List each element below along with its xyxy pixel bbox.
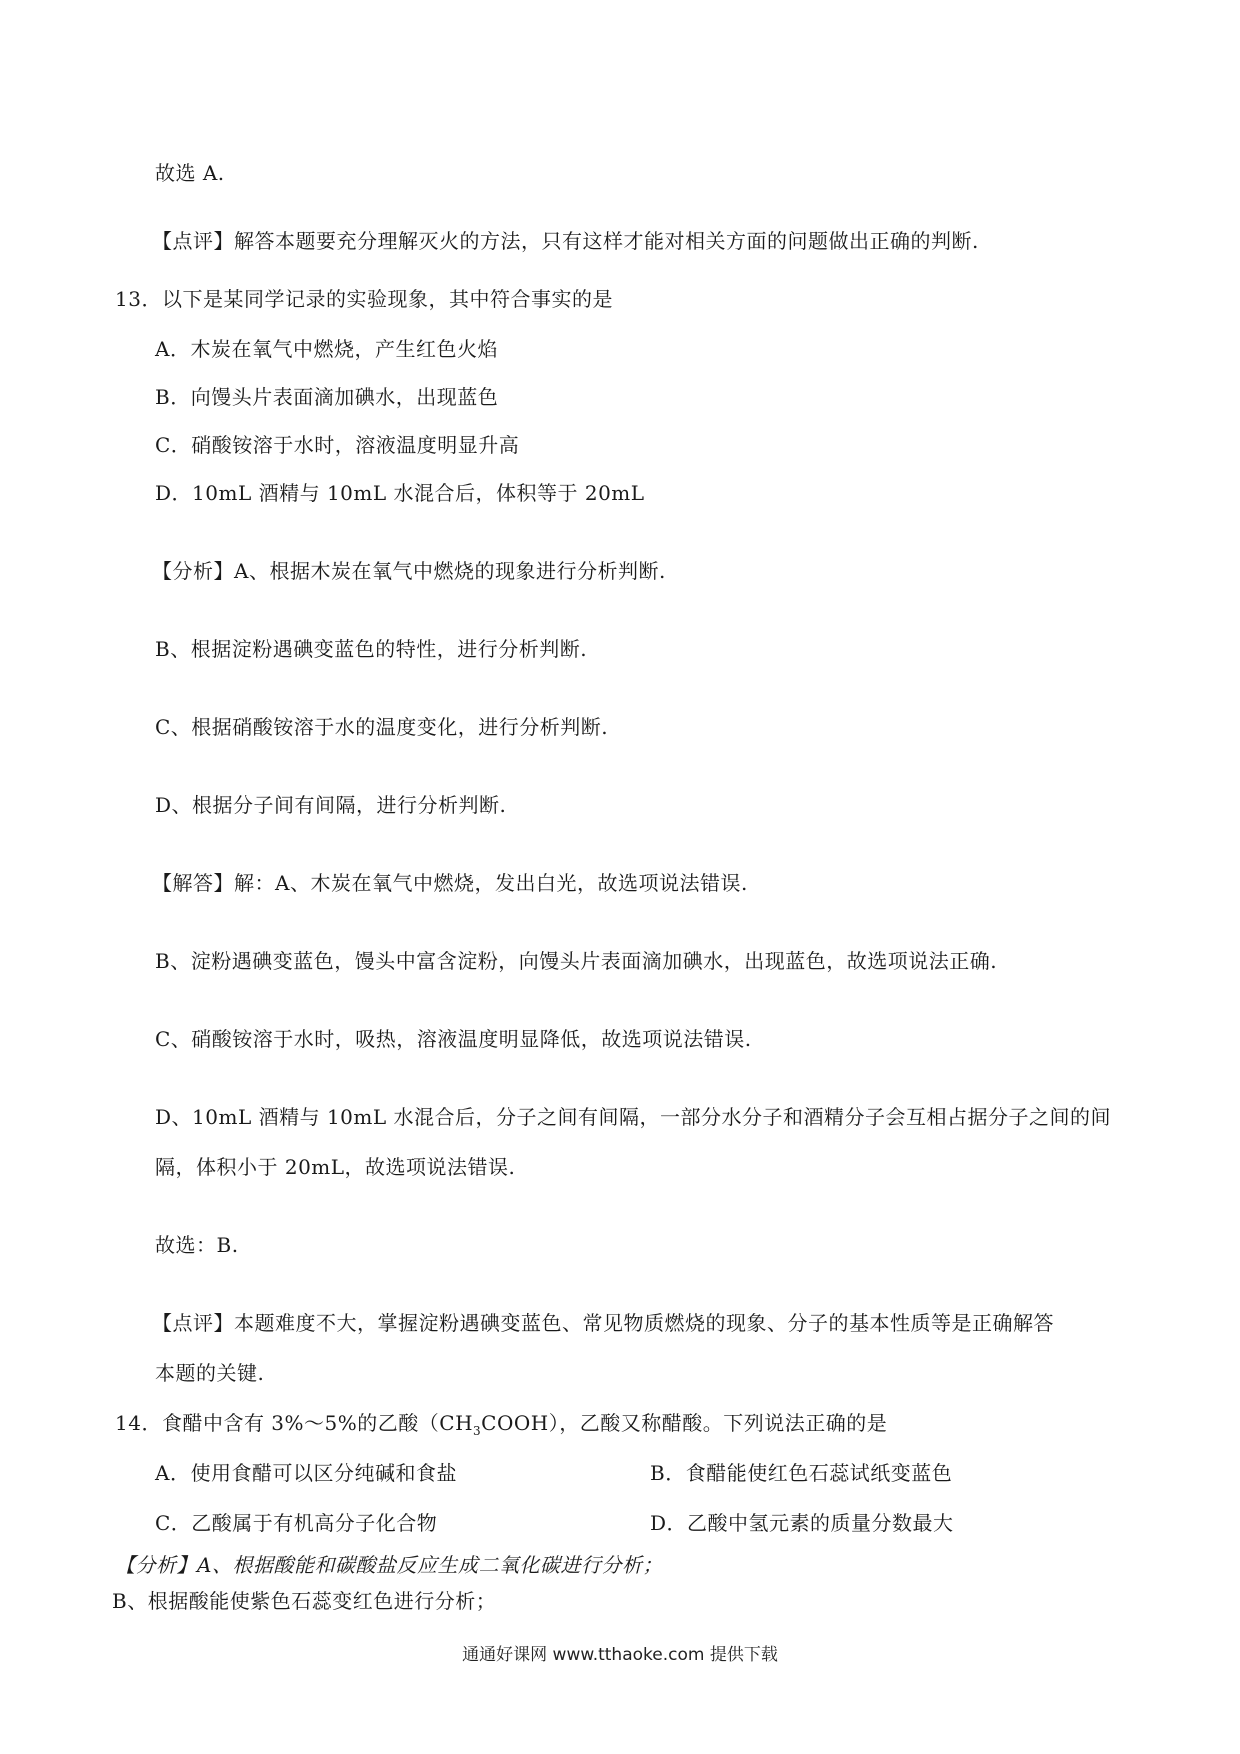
q14-option-c: C．乙酸属于有机高分子化合物 (155, 1511, 438, 1535)
q13-analysis-a: 【分析】A、根据木炭在氧气中燃烧的现象进行分析判断. (152, 559, 666, 583)
q14-option-a: A．使用食醋可以区分纯碱和食盐 (155, 1461, 457, 1485)
q13-analysis-b: B、根据淀粉遇碘变蓝色的特性，进行分析判断. (155, 637, 588, 661)
q12-answer: 故选 A. (155, 161, 225, 185)
q14-analysis-b: B、根据酸能使紫色石蕊变红色进行分析； (112, 1589, 497, 1613)
q13-solution-c: C、硝酸铵溶于水时，吸热，溶液温度明显降低，故选项说法错误. (155, 1027, 752, 1051)
q13-option-c: C．硝酸铵溶于水时，溶液温度明显升高 (155, 433, 520, 457)
q13-option-d: D．10mL 酒精与 10mL 水混合后，体积等于 20mL (155, 481, 645, 505)
q14-analysis-a: 【分析】A、根据酸能和碳酸盐反应生成二氧化碳进行分析； (115, 1553, 663, 1577)
q13-solution-d-line2: 隔，体积小于 20mL，故选项说法错误. (155, 1155, 516, 1179)
q13-analysis-c: C、根据硝酸铵溶于水的温度变化，进行分析判断. (155, 715, 609, 739)
q13-analysis-d: D、根据分子间有间隔，进行分析判断. (155, 793, 507, 817)
q13-stem: 13．以下是某同学记录的实验现象，其中符合事实的是 (115, 287, 613, 311)
q14-stem-part1: 14．食醋中含有 3%～5%的乙酸（CH (115, 1411, 474, 1435)
q13-solution-d-line1: D、10mL 酒精与 10mL 水混合后，分子之间有间隔，一部分水分子和酒精分子会互相占据分子之间的间 (155, 1105, 1111, 1129)
q13-comment-line1: 【点评】本题难度不大，掌握淀粉遇碘变蓝色、常见物质燃烧的现象、分子的基本性质等是正确解答 (152, 1311, 1054, 1335)
q14-stem (115, 1410, 887, 1444)
q13-comment-line2: 本题的关键. (155, 1361, 265, 1385)
q12-comment: 【点评】解答本题要充分理解灭火的方法，只有这样才能对相关方面的问题做出正确的判断. (152, 229, 979, 253)
page-footer: 通通好课网 www.tthaoke.com 提供下载 (462, 1645, 778, 1665)
q13-option-a: A．木炭在氧气中燃烧，产生红色火焰 (155, 337, 498, 361)
q13-solution-a: 【解答】解：A、木炭在氧气中燃烧，发出白光，故选项说法错误. (152, 871, 748, 895)
q14-option-d: D．乙酸中氢元素的质量分数最大 (650, 1511, 954, 1535)
q13-option-b: B．向馒头片表面滴加碘水，出现蓝色 (155, 385, 499, 409)
q13-solution-b: B、淀粉遇碘变蓝色，馒头中富含淀粉，向馒头片表面滴加碘水，出现蓝色，故选项说法正确. (155, 949, 998, 973)
q14-stem-part2: COOH），乙酸又称醋酸。下列说法正确的是 (481, 1411, 888, 1435)
q14-option-b: B．食醋能使红色石蕊试纸变蓝色 (650, 1461, 953, 1485)
q14-stem-subscript: 3 (473, 1424, 482, 1438)
q13-answer: 故选：B. (155, 1233, 239, 1257)
